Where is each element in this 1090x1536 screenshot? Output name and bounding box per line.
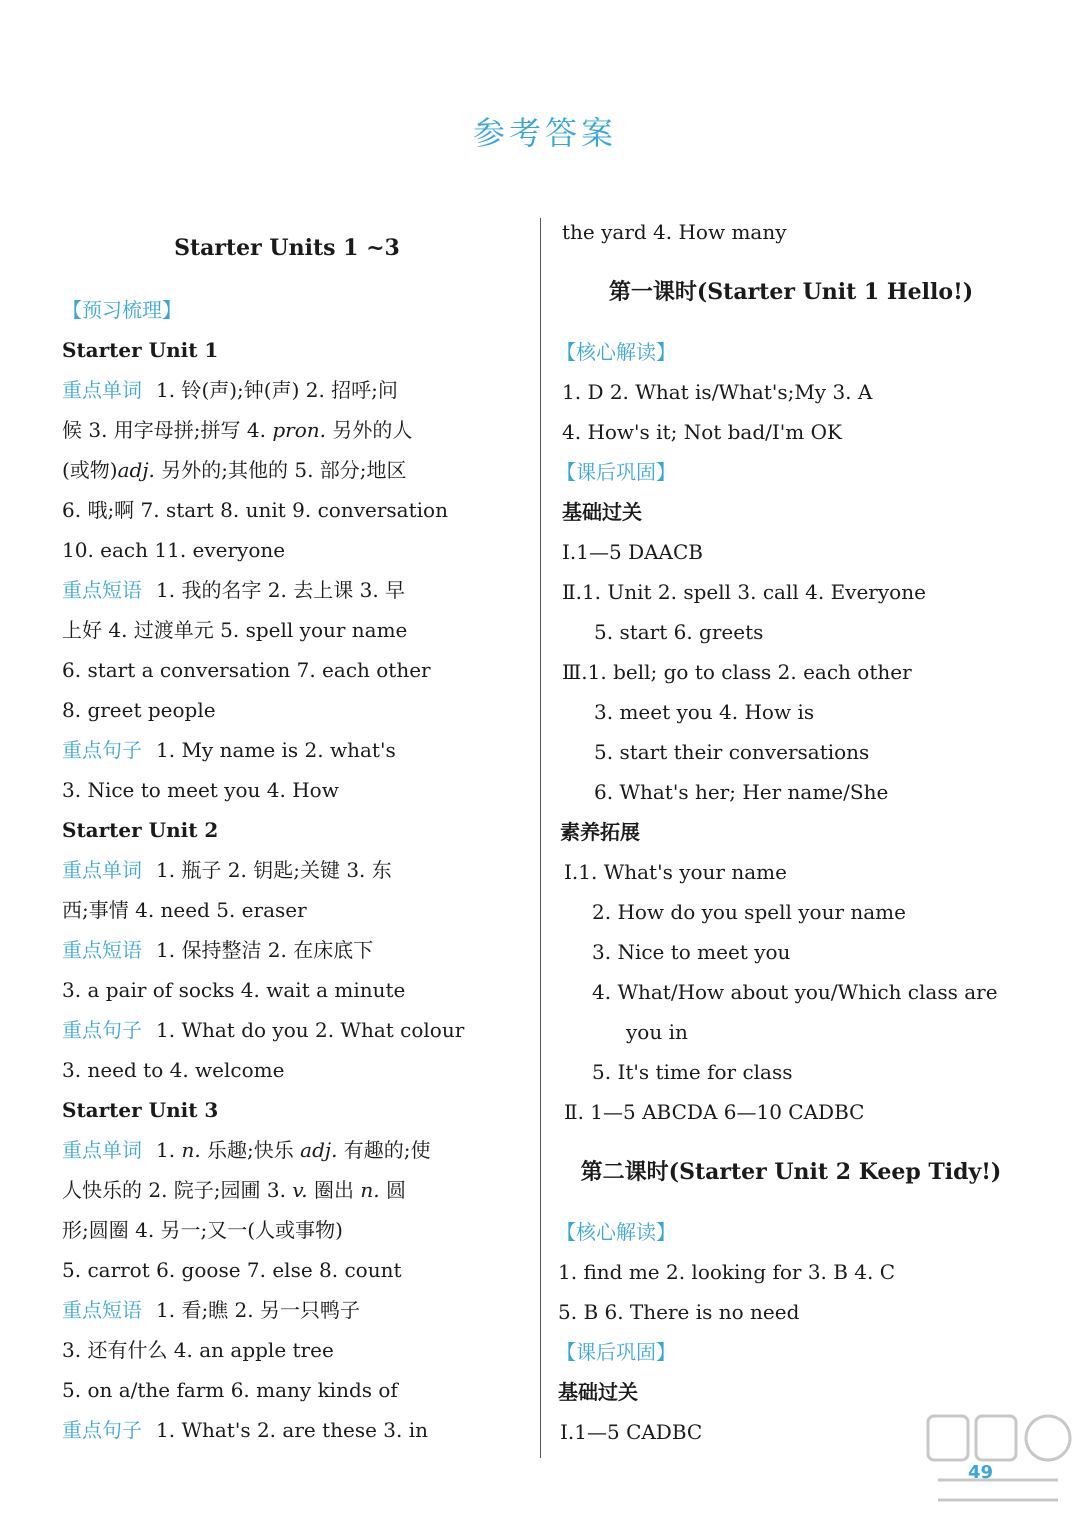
text: 1. 保持整洁 2. 在床底下 — [156, 938, 374, 962]
u3-words-line-4: 5. carrot 6. goose 7. else 8. count — [62, 1258, 402, 1282]
text: 1. What do you 2. What colour — [156, 1018, 465, 1042]
u2-phrases-line-2: 3. a pair of socks 4. wait a minute — [62, 978, 406, 1002]
page-number: 49 — [968, 1462, 994, 1483]
ext1-line-5: you in — [626, 1020, 688, 1044]
u2-words-line-1 — [62, 856, 392, 884]
ext1-ii: Ⅱ. 1—5 ABCDA 6—10 CADBC — [564, 1100, 865, 1124]
watermark-logo — [920, 1410, 1080, 1530]
text: 候 3. 用字母拼;拼写 4. — [62, 418, 273, 442]
pos-abbr: n. — [181, 1138, 201, 1162]
basic1-i: Ⅰ.1—5 DAACB — [562, 540, 703, 564]
text: 另外的;其他的 5. 部分;地区 — [154, 458, 407, 482]
text: 圆 — [379, 1178, 406, 1202]
ext1-line-6: 5. It's time for class — [592, 1060, 793, 1084]
key-phrases-label: 重点短语 — [62, 578, 142, 602]
page-title: 参考答案 — [472, 114, 617, 152]
pos-abbr: adj. — [117, 458, 155, 482]
basic-heading: 基础过关 — [558, 1380, 638, 1404]
key-phrases-label: 重点短语 — [62, 1298, 142, 1322]
u1-words-line-5: 10. each 11. everyone — [62, 538, 286, 562]
text: 1. My name is 2. what's — [156, 738, 396, 762]
basic1-ii-line-1: Ⅱ.1. Unit 2. spell 3. call 4. Everyone — [562, 580, 926, 604]
key-phrases-label: 重点短语 — [62, 938, 142, 962]
text: 1. 铃(声);钟(声) 2. 招呼;问 — [156, 378, 398, 402]
u3-sentences-line-1 — [62, 1416, 428, 1444]
key-sentences-label: 重点句子 — [62, 1018, 142, 1042]
basic2-i: Ⅰ.1—5 CADBC — [560, 1420, 703, 1444]
core2-line-2: 5. B 6. There is no need — [558, 1300, 800, 1324]
u2-sentences-line-1 — [62, 1016, 464, 1044]
key-words-label: 重点单词 — [62, 858, 142, 882]
pos-abbr: adj. — [300, 1138, 338, 1162]
text: 有趣的;使 — [337, 1138, 431, 1162]
basic1-iii-line-2: 3. meet you 4. How is — [594, 700, 815, 724]
basic-heading: 基础过关 — [562, 500, 642, 524]
lesson-1-heading: 第一课时(Starter Unit 1 Hello!) — [608, 279, 974, 305]
u3-words-line-2 — [62, 1176, 406, 1204]
section-heading: Starter Units 1 ~3 — [174, 235, 400, 261]
text: 1. 瓶子 2. 钥匙;关键 3. 东 — [156, 858, 392, 882]
text: (或物) — [62, 458, 118, 482]
unit-1-heading: Starter Unit 1 — [62, 338, 219, 362]
pos-abbr: v. — [292, 1178, 308, 1202]
core1-line-1: 1. D 2. What is/What's;My 3. A — [562, 380, 873, 404]
key-sentences-label: 重点句子 — [62, 1418, 142, 1442]
u3-phrases-line-1 — [62, 1296, 360, 1324]
preview-section-label: 【预习梳理】 — [62, 298, 182, 322]
u1-words-line-1 — [62, 376, 398, 404]
ext1-line-4: 4. What/How about you/Which class are — [592, 980, 998, 1004]
basic1-ii-line-2: 5. start 6. greets — [594, 620, 764, 644]
text: 圈出 — [307, 1178, 361, 1202]
key-words-label: 重点单词 — [62, 378, 142, 402]
u2-sentences-line-2: 3. need to 4. welcome — [62, 1058, 285, 1082]
unit-2-heading: Starter Unit 2 — [62, 818, 219, 842]
u3-phrases-line-3: 5. on a/the farm 6. many kinds of — [62, 1378, 398, 1402]
after-class-label: 【课后巩固】 — [556, 1340, 676, 1364]
text: 1. 看;瞧 2. 另一只鸭子 — [156, 1298, 360, 1322]
text: 1. What's 2. are these 3. in — [156, 1418, 429, 1442]
u1-phrases-line-1 — [62, 576, 405, 604]
text: 乐趣;快乐 — [200, 1138, 301, 1162]
key-sentences-label: 重点句子 — [62, 738, 142, 762]
u3-words-line-3: 形;圆圈 4. 另一;又一(人或事物) — [62, 1218, 343, 1242]
u1-sentences-line-2: 3. Nice to meet you 4. How — [62, 778, 339, 802]
basic1-iii-line-1: Ⅲ.1. bell; go to class 2. each other — [562, 660, 912, 684]
u3-phrases-line-2: 3. 还有什么 4. an apple tree — [62, 1338, 334, 1362]
text: 1. — [156, 1138, 182, 1162]
ext1-line-1: Ⅰ.1. What's your name — [564, 860, 787, 884]
after-class-label: 【课后巩固】 — [556, 460, 676, 484]
text: 另外的人 — [326, 418, 413, 442]
u1-words-line-2 — [62, 416, 412, 444]
ext1-line-3: 3. Nice to meet you — [592, 940, 791, 964]
u1-words-line-4: 6. 哦;啊 7. start 8. unit 9. conversation — [62, 498, 448, 522]
u2-phrases-line-1 — [62, 936, 373, 964]
u1-words-line-3 — [62, 456, 407, 484]
pos-abbr: pron. — [272, 418, 326, 442]
core-section-label: 【核心解读】 — [556, 340, 676, 364]
unit-3-heading: Starter Unit 3 — [62, 1098, 219, 1122]
continued-line: the yard 4. How many — [562, 220, 787, 244]
column-divider — [540, 218, 541, 1458]
basic1-iii-line-3: 5. start their conversations — [594, 740, 870, 764]
core2-line-1: 1. find me 2. looking for 3. B 4. C — [558, 1260, 896, 1284]
ext1-line-2: 2. How do you spell your name — [592, 900, 906, 924]
core1-line-2: 4. How's it; Not bad/I'm OK — [562, 420, 842, 444]
core-section-label: 【核心解读】 — [556, 1220, 676, 1244]
u2-words-line-2: 西;事情 4. need 5. eraser — [62, 898, 307, 922]
u1-phrases-line-4: 8. greet people — [62, 698, 216, 722]
text: 人快乐的 2. 院子;园圃 3. — [62, 1178, 293, 1202]
key-words-label: 重点单词 — [62, 1138, 142, 1162]
u1-phrases-line-2: 上好 4. 过渡单元 5. spell your name — [62, 618, 408, 642]
u1-phrases-line-3: 6. start a conversation 7. each other — [62, 658, 431, 682]
u1-sentences-line-1 — [62, 736, 396, 764]
pos-abbr: n. — [360, 1178, 380, 1202]
extension-heading: 素养拓展 — [560, 820, 640, 844]
lesson-2-heading: 第二课时(Starter Unit 2 Keep Tidy!) — [580, 1159, 1002, 1185]
u3-words-line-1 — [62, 1136, 431, 1164]
basic1-iii-line-4: 6. What's her; Her name/She — [594, 780, 889, 804]
text: 1. 我的名字 2. 去上课 3. 早 — [156, 578, 406, 602]
